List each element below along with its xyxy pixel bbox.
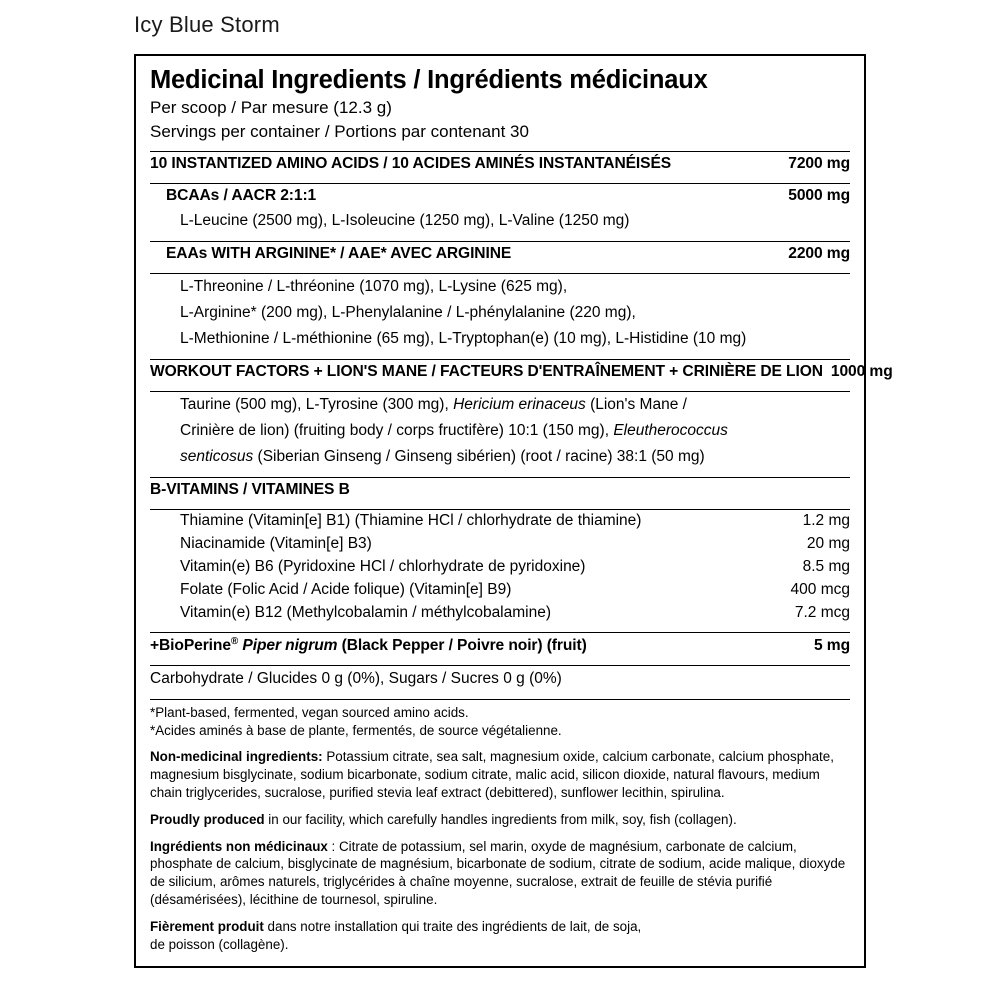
eaa-detail-3: L-Methionine / L-méthionine (65 mg), L-Tryptophan(e) (10 mg), L-Histidine (10 mg) [180, 329, 747, 347]
row-b-vitamins [150, 478, 850, 502]
proudly-produced-text: in our facility, which carefully handles ingredients from milk, soy, fish (collagen). [264, 811, 737, 827]
proudly-produced-en [150, 811, 850, 829]
row-bioperine [150, 633, 850, 658]
workout-detail-1-part3: (Lion's Mane / [585, 395, 687, 413]
workout-factors-label: WORKOUT FACTORS + LION'S MANE / FACTEURS D'ENTRAÎNEMENT + CRINIÈRE DE LION [150, 362, 823, 380]
servings-line: Servings per container / Portions par contenant 30 [150, 122, 529, 142]
workout-detail-2 [150, 418, 850, 444]
fierement-produit-text2: de poisson (collagène). [150, 936, 289, 952]
non-medicinal-en-label: Non-medicinal ingredients: [150, 749, 323, 765]
per-scoop-line: Per scoop / Par mesure (12.3 g) [150, 98, 392, 118]
fierement-produit-text: dans notre installation qui traite des ingrédients de lait, de soja, [263, 918, 642, 934]
bioperine-prefix: +BioPerine [150, 636, 231, 654]
supplement-facts-panel [134, 54, 893, 968]
workout-detail-3-italic: senticosus [180, 447, 254, 465]
eaa-detail-1: L-Threonine / L-thréonine (1070 mg), L-Lysine (625 mg), [180, 277, 568, 295]
eaa-detail-2: L-Arginine* (200 mg), L-Phenylalanine / L-phénylalanine (220 mg), [180, 303, 636, 321]
non-medicinal-fr-text: : Citrate de potassium, sel marin, oxyde de magnésium, carbonate de calcium, phosphate de calcium, bisglycinate de magnésium, bicarbonate de sodium, citrate de sodium, acide malique, dioxyde de silicium, arômes naturels, triglycérides à chaîne moyenne, sucralose, extrait de feuille de stévia purifié (désamérisées), lécithine de tournesol, spiruline. [150, 838, 846, 908]
bioperine-label [150, 636, 806, 655]
bioperine-suffix: (Black Pepper / Poivre noir) (fruit) [337, 636, 587, 654]
panel-heading: Medicinal Ingredients / Ingrédients médicinaux [150, 66, 708, 94]
row-amino-header [150, 152, 850, 176]
table-row [150, 533, 850, 556]
vitamin-amount: 20 mg [806, 535, 850, 552]
carbohydrate-line: Carbohydrate / Glucides 0 g (0%), Sugars / Sucres 0 g (0%) [150, 669, 562, 687]
vitamin-amount: 8.5 mg [802, 558, 850, 575]
vitamin-amount: 7.2 mcg [794, 604, 850, 621]
bcaa-label: BCAAs / AACR 2:1:1 [166, 186, 317, 204]
row-workout-factors [150, 360, 893, 384]
b-vitamins-label: B-VITAMINS / VITAMINES B [150, 480, 350, 498]
workout-detail-1-part1: Taurine (500 mg), L-Tyrosine (300 mg), [180, 395, 454, 413]
workout-detail-3 [150, 444, 850, 470]
workout-detail-2-part1: Crinière de lion) (fruiting body / corps fructifère) 10:1 (150 mg), [180, 421, 614, 439]
vitamin-name: Folate (Folic Acid / Acide folique) (Vitamin[e] B9) [180, 581, 512, 598]
vitamin-name: Thiamine (Vitamin[e] B1) (Thiamine HCl / chlorhydrate de thiamine) [180, 512, 642, 529]
table-row [150, 579, 850, 602]
non-medicinal-fr [150, 838, 850, 909]
plant-note-en: *Plant-based, fermented, vegan sourced amino acids. [150, 704, 469, 720]
amino-header-amount: 7200 mg [788, 154, 850, 172]
table-row [150, 510, 850, 533]
vitamin-amount: 400 mcg [790, 581, 850, 598]
table-row [150, 602, 850, 625]
workout-detail-2-italic: Eleutherococcus [613, 421, 728, 439]
flavour-title: Icy Blue Storm [134, 12, 280, 37]
fierement-produit-fr [150, 918, 850, 936]
notes-section [150, 700, 850, 954]
bioperine-amount: 5 mg [814, 636, 850, 654]
non-medicinal-en [150, 748, 850, 801]
vitamin-name: Vitamin(e) B6 (Pyridoxine HCl / chlorhydrate de pyridoxine) [180, 558, 586, 575]
workout-factors-amount: 1000 mg [830, 362, 893, 380]
plant-note-fr: *Acides aminés à base de plante, fermentés, de source végétalienne. [150, 722, 562, 738]
vitamin-name: Vitamin(e) B12 (Methylcobalamin / méthylcobalamine) [180, 604, 552, 621]
bcaa-amount: 5000 mg [788, 186, 850, 204]
non-medicinal-fr-label: Ingrédients non médicinaux [150, 838, 328, 854]
bcaa-detail: L-Leucine (2500 mg), L-Isoleucine (1250 mg), L-Valine (1250 mg) [180, 211, 630, 229]
eaa-amount: 2200 mg [788, 244, 850, 262]
workout-detail-3-part2: (Siberian Ginseng / Ginseng sibérien) (root / racine) 38:1 (50 mg) [253, 447, 705, 465]
eaa-label: EAAs WITH ARGININE* / AAE* AVEC ARGININE [166, 244, 512, 262]
vitamin-amount: 1.2 mg [802, 512, 850, 529]
workout-detail-1 [150, 392, 850, 418]
non-medicinal-en-text: Potassium citrate, sea salt, magnesium oxide, calcium carbonate, calcium phosphate, magnesium bisglycinate, sodium bicarbonate, sodium citrate, malic acid, silicon dioxide, natural flavours, medium chain triglycerides, sucralose, purified stevia leaf extract (debittered), sunflower lecithin, spirulina. [150, 749, 834, 800]
bioperine-italic: Piper nigrum [238, 636, 338, 654]
fierement-produit-label: Fièrement produit [150, 918, 264, 934]
proudly-produced-label: Proudly produced [150, 811, 265, 827]
vitamin-name: Niacinamide (Vitamin[e] B3) [180, 535, 372, 552]
row-eaa [150, 242, 850, 266]
table-row [150, 556, 850, 579]
row-bcaa [150, 184, 850, 208]
amino-header-label: 10 INSTANTIZED AMINO ACIDS / 10 ACIDES AMINÉS INSTANTANÉISÉS [150, 154, 672, 172]
workout-detail-1-italic: Hericium erinaceus [453, 395, 586, 413]
registered-trademark-icon: ® [230, 635, 239, 647]
